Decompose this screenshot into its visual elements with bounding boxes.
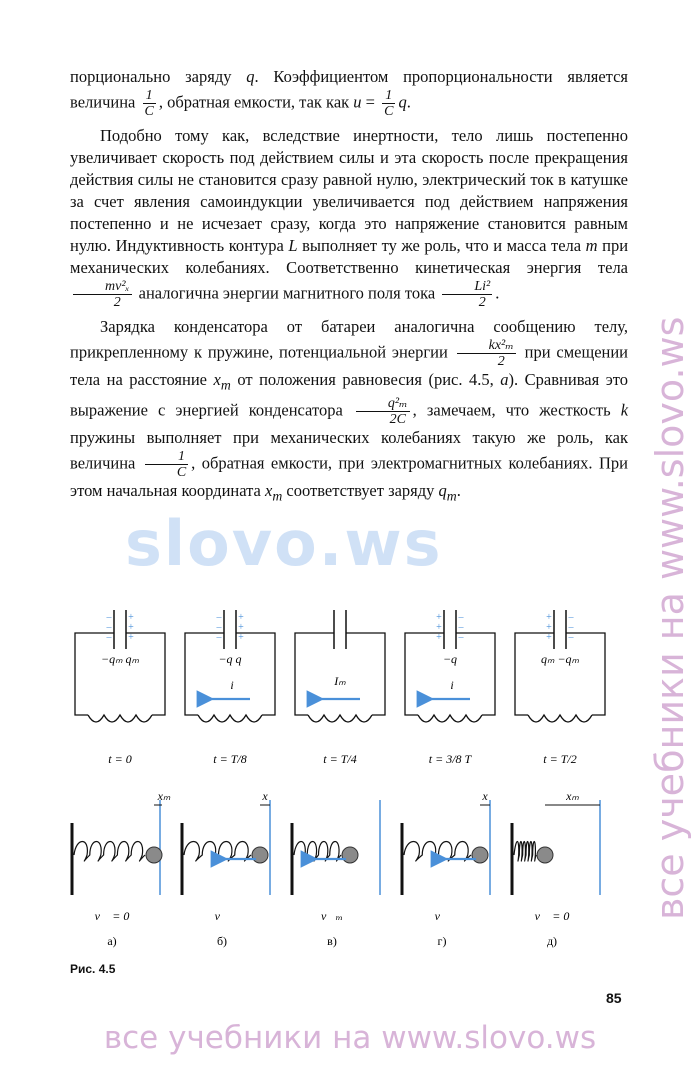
symbol-xm: [265, 481, 283, 504]
text-run: пружины выполняет при механических колебаниях такую же роль, как величина: [70, 428, 628, 473]
mass-ball: [472, 847, 488, 863]
circuit-label: −q: [442, 652, 458, 666]
watermark-middle: slovo.ws: [125, 507, 443, 580]
plus-sign: +: [546, 612, 552, 623]
text-run: ). Сравнивая это выражение с энергией конденсатора: [70, 370, 629, 420]
minus-sign: –: [458, 632, 464, 643]
text-run: выполняет ту же роль, что и масса тела: [302, 236, 582, 255]
minus-sign: –: [216, 622, 222, 633]
time-label: t = T/4: [323, 752, 357, 766]
inductor-coil: [308, 715, 372, 722]
symbol-q: q: [398, 92, 407, 112]
plus-sign: +: [238, 622, 244, 633]
minus-sign: –: [106, 632, 112, 643]
plus-sign: +: [128, 612, 134, 623]
inductor-coil: [88, 715, 152, 722]
spring-oscillator: [402, 789, 490, 948]
minus-sign: –: [106, 612, 112, 623]
lc-circuit: [75, 610, 165, 766]
wire: [126, 633, 165, 715]
paragraph-2: [70, 125, 628, 310]
fraction-capacitor-energy: [356, 396, 410, 427]
wire: [346, 633, 385, 715]
lc-circuits: [75, 610, 605, 766]
watermark-side: все учебники на www.slovo.ws: [648, 316, 692, 920]
velocity-label: v⃗ₘ: [320, 909, 344, 923]
fraction-numerator: Li²: [442, 279, 492, 295]
equals-sign: =: [365, 92, 375, 112]
plus-sign: +: [546, 622, 552, 633]
fraction-denominator: C: [176, 465, 187, 481]
lc-circuit: [405, 610, 495, 766]
time-label: t = 3/8 T: [428, 752, 472, 766]
time-label: t = 0: [108, 752, 132, 766]
panel-letter: д): [546, 934, 558, 948]
text-run: Зарядка конденсатора от батареи аналогична сообщению телу, прикрепленному к пружине, потенциальной энергии: [70, 317, 628, 362]
text-run: .: [406, 92, 411, 112]
lc-circuit: [515, 610, 605, 766]
paragraph-1: [70, 66, 628, 119]
figure-4-5: [55, 605, 635, 960]
wire: [185, 633, 224, 715]
fraction-denominator: 2: [497, 354, 505, 369]
fraction-denominator: 2C: [389, 412, 406, 428]
plus-sign: +: [128, 622, 134, 633]
text-run: при смещении тела на расстояние: [70, 342, 629, 389]
fraction-1-over-c: [143, 88, 156, 119]
inductor-coil: [418, 715, 482, 722]
velocity-label: v⃗ = 0: [94, 909, 130, 923]
minus-sign: –: [106, 622, 112, 633]
text-run: .: [456, 481, 461, 501]
displacement-label: xₘ: [566, 789, 579, 803]
minus-sign: –: [216, 632, 222, 643]
plus-sign: +: [436, 612, 442, 623]
spring-oscillator: [292, 800, 380, 948]
wire: [405, 633, 444, 715]
plus-sign: +: [546, 632, 552, 643]
symbol-x: x: [265, 481, 273, 501]
displacement-label: xₘ: [157, 789, 171, 803]
plus-sign: +: [238, 632, 244, 643]
spring-oscillator: [72, 789, 171, 948]
text-run: . Коэффициентом пропорциональности является величина: [70, 67, 628, 112]
fraction-numerator: 1: [382, 88, 395, 104]
mass-ball: [537, 847, 553, 863]
fraction-1-over-c-3: [145, 449, 188, 480]
panel-letter: б): [216, 934, 228, 948]
fraction-denominator: 2: [478, 295, 486, 310]
circuit-label: −q q: [218, 652, 242, 666]
text-run: аналогична энергии магнитного поля тока: [138, 283, 436, 303]
minus-sign: –: [458, 612, 464, 623]
panel-letter: в): [327, 934, 337, 948]
circuit-label: qₘ −qₘ: [540, 652, 580, 666]
subscript-m: m: [220, 377, 231, 393]
plus-sign: +: [238, 612, 244, 623]
wire: [295, 633, 334, 715]
current-label: i: [230, 678, 234, 692]
text-run: порционально заряду: [70, 67, 232, 86]
text-run: от положения равновесия (рис. 4.5,: [237, 370, 494, 389]
fraction-kinetic-energy: [73, 279, 132, 310]
spring-oscillator: [182, 789, 270, 948]
minus-sign: –: [216, 612, 222, 623]
subscript-m: m: [446, 488, 457, 504]
spring: [74, 842, 145, 862]
displacement-label: x: [262, 789, 268, 803]
body-text: [70, 66, 628, 508]
wire: [75, 633, 114, 715]
wire: [236, 633, 275, 715]
panel-letter: а): [107, 934, 117, 948]
fraction-magnetic-energy: [442, 279, 492, 310]
circuit-label: −qₘ qₘ: [100, 652, 140, 666]
plus-sign: +: [436, 622, 442, 633]
inductor-coil: [198, 715, 262, 722]
figure-ref-a: а: [500, 370, 509, 389]
wire: [566, 633, 605, 715]
symbol-k: k: [620, 400, 629, 420]
symbol-qm: [438, 481, 457, 504]
circuit-label: Iₘ: [334, 674, 346, 688]
inductor-coil: [528, 715, 592, 722]
plus-sign: +: [436, 632, 442, 643]
text-run: при механических колебаниях. Соответственно кинетическая энергия тела: [70, 236, 629, 277]
fraction-numerator: kx²ₘ: [457, 338, 516, 354]
symbol-u: u: [353, 92, 362, 112]
displacement-label: x: [482, 789, 488, 803]
fraction-denominator: 2: [113, 295, 121, 310]
current-label: i: [450, 678, 454, 692]
symbol-x: x: [213, 370, 221, 389]
fraction-numerator: 1: [143, 88, 156, 104]
text-run: , обратная емкости, так как: [158, 92, 350, 112]
minus-sign: –: [568, 612, 574, 623]
fraction-denominator: C: [144, 104, 154, 119]
text-run: , обратная емкости, при электромагнитных колебаниях. При этом начальная координата: [70, 453, 628, 501]
velocity-label: v⃗ = 0: [534, 909, 570, 923]
fraction-spring-energy: [457, 338, 516, 369]
symbol-L: L: [288, 236, 298, 255]
velocity-label: v⃗: [214, 909, 230, 923]
fraction-1-over-c-2: [382, 88, 395, 119]
spring-oscillators: [72, 789, 600, 948]
figure-caption: Рис. 4.5: [70, 962, 116, 976]
plus-sign: +: [128, 632, 134, 643]
wire: [515, 633, 554, 715]
symbol-q: q: [438, 481, 447, 501]
minus-sign: –: [568, 622, 574, 633]
minus-sign: –: [568, 632, 574, 643]
subscript-m: m: [272, 488, 283, 504]
text-run: соответствует заряду: [286, 481, 435, 501]
mass-ball: [342, 847, 358, 863]
velocity-label: v⃗: [434, 909, 450, 923]
lc-circuit: [295, 610, 385, 766]
lc-circuit: [185, 610, 275, 766]
watermark-bottom: все учебники на www.slovo.ws: [103, 1020, 597, 1056]
text-run: , замечаем, что жесткость: [412, 400, 611, 420]
time-label: t = T/8: [213, 752, 247, 766]
page-number: 85: [606, 990, 622, 1006]
minus-sign: –: [458, 622, 464, 633]
paragraph-3: [70, 316, 628, 508]
mass-ball: [146, 847, 162, 863]
symbol-q: q: [246, 67, 255, 86]
text-run: Подобно тому как, вследствие инертности, тело лишь постепенно увеличивает скорость под действием силы и эта скорость после прекращения действия силы не становится сразу равной нулю, электрический ток в катушке за счет явления самоиндукции увеличивается под действием напряжения постепенно и не исчезает сразу, когда это напряжение становится равным нулю. Индуктивность контура: [70, 126, 628, 255]
time-label: t = T/2: [543, 752, 577, 766]
text-run: .: [495, 283, 500, 303]
spring: [514, 842, 536, 862]
symbol-xm: [213, 370, 231, 393]
mass-ball: [252, 847, 268, 863]
fraction-denominator: C: [384, 104, 394, 119]
wire: [456, 633, 495, 715]
panel-letter: г): [437, 934, 447, 948]
spring-oscillator: [512, 789, 600, 948]
symbol-m: m: [585, 236, 598, 255]
fraction-numerator: mv²ₓ: [73, 279, 132, 295]
fraction-numerator: 1: [145, 449, 188, 465]
fraction-numerator: q²ₘ: [356, 396, 410, 412]
